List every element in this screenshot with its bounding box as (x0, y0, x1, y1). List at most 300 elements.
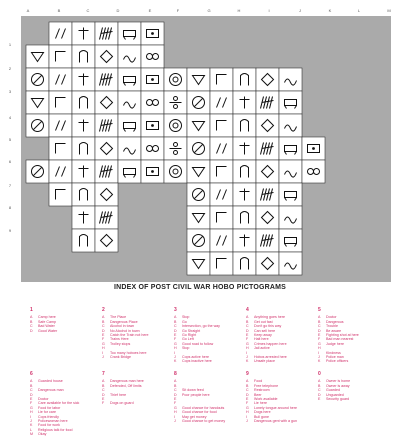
pictogram-cell (164, 137, 187, 160)
entry-text: Go Right (182, 333, 197, 338)
pictogram-cell (95, 22, 118, 45)
entry-key: E (174, 333, 177, 338)
entry-text: Crank Bridge (110, 355, 131, 360)
index-entry (174, 359, 220, 363)
entry-text: Stop (182, 346, 190, 351)
pictogram-cell (187, 114, 210, 137)
entry-key: E (246, 333, 249, 338)
pictogram-cell (279, 68, 302, 91)
column-letter: E (148, 8, 152, 13)
entry-text: Trouble (326, 324, 339, 329)
row-number: 1 (8, 42, 12, 47)
pictogram-cell (164, 114, 187, 137)
entry-key: G (246, 341, 249, 346)
pictogram-cell (233, 91, 256, 114)
entry-text: Halt here (254, 337, 269, 342)
entry-key: C (246, 324, 249, 329)
entry-text: Go Left (182, 337, 194, 342)
entry-key: C (102, 388, 105, 393)
entry-key: C (246, 388, 249, 393)
entry-text: Can sell here (254, 328, 276, 333)
pictogram-cell (72, 22, 95, 45)
entry-text: Thief here (110, 392, 127, 397)
pictogram-cell (279, 252, 302, 275)
section-number: 5 (318, 307, 321, 313)
pictogram-cell (118, 91, 141, 114)
entry-text: Poor people here (182, 392, 210, 397)
pictogram-cell (279, 91, 302, 114)
pictogram-cell (72, 137, 95, 160)
column-letter: G (207, 8, 211, 13)
entry-key: H (102, 346, 105, 351)
pictogram-cell (72, 229, 95, 252)
entry-text: Beer (254, 392, 262, 397)
pictogram-cell (72, 114, 95, 137)
pictogram-cell (141, 68, 164, 91)
entry-text: Work available (254, 397, 278, 402)
pictogram-cell (233, 114, 256, 137)
entry-key: D (246, 328, 249, 333)
entry-key: B (30, 383, 33, 388)
entry-text: Bad Water (38, 324, 55, 329)
pictogram-cell (187, 137, 210, 160)
entry-text: Dogs here (254, 410, 271, 415)
entry-key: G (318, 341, 321, 346)
entry-text: Dangerous (326, 319, 344, 324)
entry-text: Restroom (254, 388, 270, 393)
index-entry (30, 432, 79, 436)
pictogram-cell (187, 160, 210, 183)
column-letter: H (237, 8, 241, 13)
row-number: 3 (8, 89, 12, 94)
entry-key: H (30, 410, 33, 415)
entry-key: A (318, 315, 321, 320)
entry-key: F (174, 337, 177, 342)
section-number: 4 (246, 307, 249, 313)
entry-text: Trolley stops (110, 341, 131, 346)
entry-text: Defended, Off limits (110, 383, 142, 388)
pictogram-cell (95, 137, 118, 160)
entry-key: E (246, 397, 249, 402)
column-letter: A (26, 8, 30, 13)
entry-key: D (174, 392, 177, 397)
pictogram-cell (233, 160, 256, 183)
entry-key: F (318, 337, 321, 342)
entry-key: A (174, 315, 177, 320)
section-number: 1 (30, 307, 33, 313)
pictogram-cell (95, 45, 118, 68)
entry-text: Go (182, 319, 187, 324)
entry-text: Dogs on guard (110, 401, 134, 406)
entry-text: Camp here (38, 315, 56, 320)
pictogram-cell (164, 91, 187, 114)
entry-key: I (246, 350, 247, 355)
index-section (30, 372, 79, 437)
pictogram-cell (72, 160, 95, 183)
entry-text: Dangerous Place (110, 319, 138, 324)
entry-key: C (30, 388, 33, 393)
pictogram-cell (141, 91, 164, 114)
entry-key: F (246, 337, 249, 342)
row-number: 8 (8, 205, 12, 210)
pictogram-cell (72, 45, 95, 68)
pictogram-cell (233, 206, 256, 229)
pictogram-cell (26, 114, 49, 137)
pictogram-cell (279, 114, 302, 137)
entry-text: Dangerous man (38, 388, 64, 393)
entry-key: L (30, 427, 32, 432)
column-letter: F (176, 8, 180, 13)
pictogram-cell (49, 114, 72, 137)
pictogram-cell (233, 183, 256, 206)
pictogram-cell (49, 137, 72, 160)
pictogram-cell (256, 137, 279, 160)
entry-key: F (246, 401, 249, 406)
entry-key: G (102, 341, 105, 346)
entry-key: I (318, 350, 319, 355)
pictogram-cell (256, 229, 279, 252)
section-number: 2 (102, 307, 105, 313)
pictogram-cell (210, 137, 233, 160)
entry-key: A (30, 315, 33, 320)
index-section (318, 372, 350, 401)
entry-key: B (102, 319, 105, 324)
entry-text: Lie here (254, 401, 267, 406)
entry-key: A (246, 315, 249, 320)
entry-key: I (174, 414, 175, 419)
entry-key: G (246, 405, 249, 410)
entry-key: D (246, 392, 249, 397)
entry-key: B (318, 383, 321, 388)
row-number: 4 (8, 115, 12, 120)
entry-text: Anything goes here (254, 315, 285, 320)
entry-text: Dangerous man here (110, 379, 144, 384)
entry-key: B (174, 383, 177, 388)
index-section (174, 308, 220, 364)
entry-key: D (174, 328, 177, 333)
index-section (102, 308, 149, 359)
pictogram-cell (95, 114, 118, 137)
entry-key: C (102, 324, 105, 329)
entry-text: Guarded (326, 388, 340, 393)
entry-text: Good chance for handouts (182, 405, 225, 410)
entry-text: Bull gone (254, 414, 269, 419)
pictogram-cell (256, 114, 279, 137)
pictogram-cell (72, 91, 95, 114)
pictogram-cell (26, 160, 49, 183)
entry-key: E (30, 397, 33, 402)
pictogram-cell (49, 91, 72, 114)
entry-key: H (318, 346, 321, 351)
pictogram-cell (210, 114, 233, 137)
entry-key: A (318, 379, 321, 384)
pictogram-cell (118, 160, 141, 183)
entry-key: E (174, 397, 177, 402)
entry-key: H (174, 410, 177, 415)
pictogram-cell (302, 160, 325, 183)
entry-text: Be aware (326, 328, 342, 333)
pictogram-cell (302, 137, 325, 160)
section-number: 3 (174, 307, 177, 313)
pictogram-cell (210, 91, 233, 114)
pictogram-cell (256, 91, 279, 114)
pictogram-cell (95, 68, 118, 91)
entry-text: Religious talk for food (38, 427, 73, 432)
entry-text: Go Straight (182, 328, 201, 333)
entry-text: Safe Camp (38, 319, 56, 324)
entry-key: F (30, 401, 33, 406)
pictogram-cell (72, 183, 95, 206)
entry-text: Fighting shot at here (326, 333, 359, 338)
pictogram-cell (118, 45, 141, 68)
entry-text: Good Water (38, 328, 58, 333)
entry-key: J (318, 355, 320, 360)
entry-key: G (30, 405, 33, 410)
pictogram-cell (256, 252, 279, 275)
entry-key: E (102, 397, 105, 402)
entry-key: B (30, 319, 33, 324)
pictogram-cell (141, 22, 164, 45)
pictogram-cell (210, 183, 233, 206)
entry-key: I (30, 414, 31, 419)
entry-key: C (318, 388, 321, 393)
pictogram-cell (49, 160, 72, 183)
entry-key: A (102, 315, 105, 320)
entry-text: Free telephone (254, 383, 279, 388)
entry-text: Okay (38, 432, 47, 437)
entry-text: Owner is away (326, 383, 350, 388)
entry-key: B (102, 383, 105, 388)
pictogram-cell (49, 45, 72, 68)
column-letter: J (299, 8, 301, 13)
index-section (246, 372, 297, 423)
pictogram-cell (279, 160, 302, 183)
entry-text: Unguarded (326, 392, 344, 397)
pictogram-cell (279, 229, 302, 252)
entry-text: Good chance for food (182, 410, 217, 415)
entry-key: B (318, 319, 321, 324)
entry-key: J (30, 419, 32, 424)
pictogram-cell (118, 68, 141, 91)
entry-key: F (102, 337, 105, 342)
pictogram-cell (187, 68, 210, 91)
entry-key: J (246, 419, 248, 424)
pictogram-cell (49, 22, 72, 45)
entry-key: A (174, 379, 177, 384)
index-section (102, 372, 144, 406)
column-letter: D (116, 8, 120, 13)
index-section (246, 308, 287, 364)
row-numbers (9, 42, 12, 233)
entry-text: Lie for care (38, 410, 56, 415)
pictogram-cell (26, 45, 49, 68)
pictogram-cell (164, 160, 187, 183)
pictogram-cell (141, 137, 164, 160)
pictogram-cell (256, 68, 279, 91)
entry-text: Doctor (38, 397, 49, 402)
column-letter: L (357, 8, 361, 13)
entry-key: J (102, 355, 104, 360)
section-number: 7 (102, 371, 105, 377)
entry-key: H (174, 346, 177, 351)
pictogram-cell (118, 137, 141, 160)
entry-key: A (102, 379, 105, 384)
entry-key: G (174, 341, 177, 346)
entry-text: May get money (182, 414, 207, 419)
pictogram-cell (72, 206, 95, 229)
row-number: 6 (8, 159, 12, 164)
pictogram-cell (141, 45, 164, 68)
entry-text: Kindness (326, 350, 341, 355)
entry-key: D (102, 328, 105, 333)
entry-text: No Alcohol in town (110, 328, 140, 333)
pictogram-cell (187, 91, 210, 114)
pictogram-cell (279, 137, 302, 160)
pictogram-cell (141, 114, 164, 137)
entry-key: D (30, 328, 33, 333)
row-number: 9 (8, 228, 12, 233)
index-entry (30, 329, 57, 333)
pictogram-cell (279, 183, 302, 206)
pictogram-cell (256, 160, 279, 183)
entry-text: Food for labor (38, 405, 61, 410)
index-entry (246, 419, 297, 423)
entry-text: Intersection, go the way (182, 324, 220, 329)
pictogram-cell (95, 206, 118, 229)
entry-key: H (246, 346, 249, 351)
row-number: 2 (8, 66, 12, 71)
section-number: 0 (318, 371, 321, 377)
pictogram-cell (187, 206, 210, 229)
entry-key: I (102, 350, 103, 355)
entry-text: Keep away (254, 333, 272, 338)
entry-text: Lonely tongue around here (254, 405, 297, 410)
pictogram-cell (233, 137, 256, 160)
entry-key: H (246, 410, 249, 415)
entry-key: B (174, 319, 177, 324)
pictogram-cell (187, 183, 210, 206)
index-section (318, 308, 359, 364)
column-letter: K (328, 8, 332, 13)
pictogram-cell (210, 252, 233, 275)
entry-key: I (174, 350, 175, 355)
pictogram-cell (256, 206, 279, 229)
column-letter: C (86, 8, 90, 13)
entry-key: F (174, 401, 177, 406)
entry-key: K (246, 359, 249, 364)
entry-key: K (318, 359, 321, 364)
pictogram-cell (95, 229, 118, 252)
pictogram-cell (95, 183, 118, 206)
entry-text: Trains Here (110, 337, 129, 342)
pictogram-cell (233, 68, 256, 91)
pictogram-cell (49, 183, 72, 206)
column-letter: M (387, 8, 391, 13)
entry-key: D (102, 392, 105, 397)
entry-text: Bad man nearest (326, 337, 354, 342)
column-letter: I (268, 8, 270, 13)
pictogram-cell (233, 252, 256, 275)
pictogram-cell (118, 114, 141, 137)
entry-text: Cops active here (182, 355, 209, 360)
pictogram-cell (118, 22, 141, 45)
entry-key: J (246, 355, 248, 360)
entry-text: Hobos arrested here (254, 355, 287, 360)
entry-text: Good chance to get money (182, 419, 226, 424)
pictogram-cell (210, 229, 233, 252)
entry-key: A (246, 379, 249, 384)
pictogram-cell (95, 91, 118, 114)
entry-text: Catch the Train not here (110, 333, 149, 338)
entry-text: Unsafe place (254, 359, 275, 364)
column-letter: B (57, 8, 61, 13)
entry-key: K (174, 359, 177, 364)
pictogram-cell (279, 206, 302, 229)
pictogram-cell (210, 206, 233, 229)
entry-key: C (174, 388, 177, 393)
entry-text: Jail active (254, 346, 270, 351)
entry-key: I (246, 414, 247, 419)
pictogram-cell (233, 229, 256, 252)
entry-key: A (30, 379, 33, 384)
entry-text: Sit down feed (182, 388, 204, 393)
index-section (174, 372, 225, 423)
pictogram-cell (95, 160, 118, 183)
entry-text: Don't go this way (254, 324, 282, 329)
pictogram-cell (26, 91, 49, 114)
entry-key: D (318, 392, 321, 397)
pictogram-cell (187, 229, 210, 252)
row-number: 7 (8, 183, 12, 188)
entry-key: B (246, 319, 249, 324)
index-entry (174, 419, 225, 423)
entry-text: Alcohol in town (110, 324, 135, 329)
entry-key: G (174, 405, 177, 410)
index-entry (318, 397, 350, 401)
entry-key: C (318, 324, 321, 329)
index-entry (102, 401, 144, 405)
index-entry (246, 359, 287, 363)
entry-key: C (30, 324, 33, 329)
pictogram-cell (141, 160, 164, 183)
entry-key: C (174, 324, 177, 329)
entry-key: J (174, 355, 176, 360)
pictogram-cell (26, 68, 49, 91)
entry-text: The Place (110, 315, 127, 320)
pictogram-cell (164, 68, 187, 91)
entry-text: Care available for the sick (38, 401, 80, 406)
entry-key: D (318, 328, 321, 333)
entry-key: B (246, 383, 249, 388)
index-columns (30, 307, 392, 437)
column-letters (27, 8, 391, 13)
entry-text: Too many hoboes here (110, 350, 147, 355)
section-number: 8 (174, 371, 177, 377)
entry-key: M (30, 432, 33, 437)
pictogram-cell (72, 68, 95, 91)
entry-text: Crimes happen here (254, 341, 287, 346)
entry-text: Police officers (326, 359, 349, 364)
entry-key: K (30, 423, 33, 428)
entry-text: Get out fast (254, 319, 273, 324)
section-number: 9 (246, 371, 249, 377)
entry-text: Policewoman here (38, 419, 68, 424)
section-number: 6 (30, 371, 33, 377)
page-title: INDEX OF POST CIVIL WAR HOBO PICTOGRAMS (113, 284, 287, 291)
row-number: 5 (8, 137, 12, 142)
pictogram-cell (210, 68, 233, 91)
entry-key: D (30, 392, 33, 397)
